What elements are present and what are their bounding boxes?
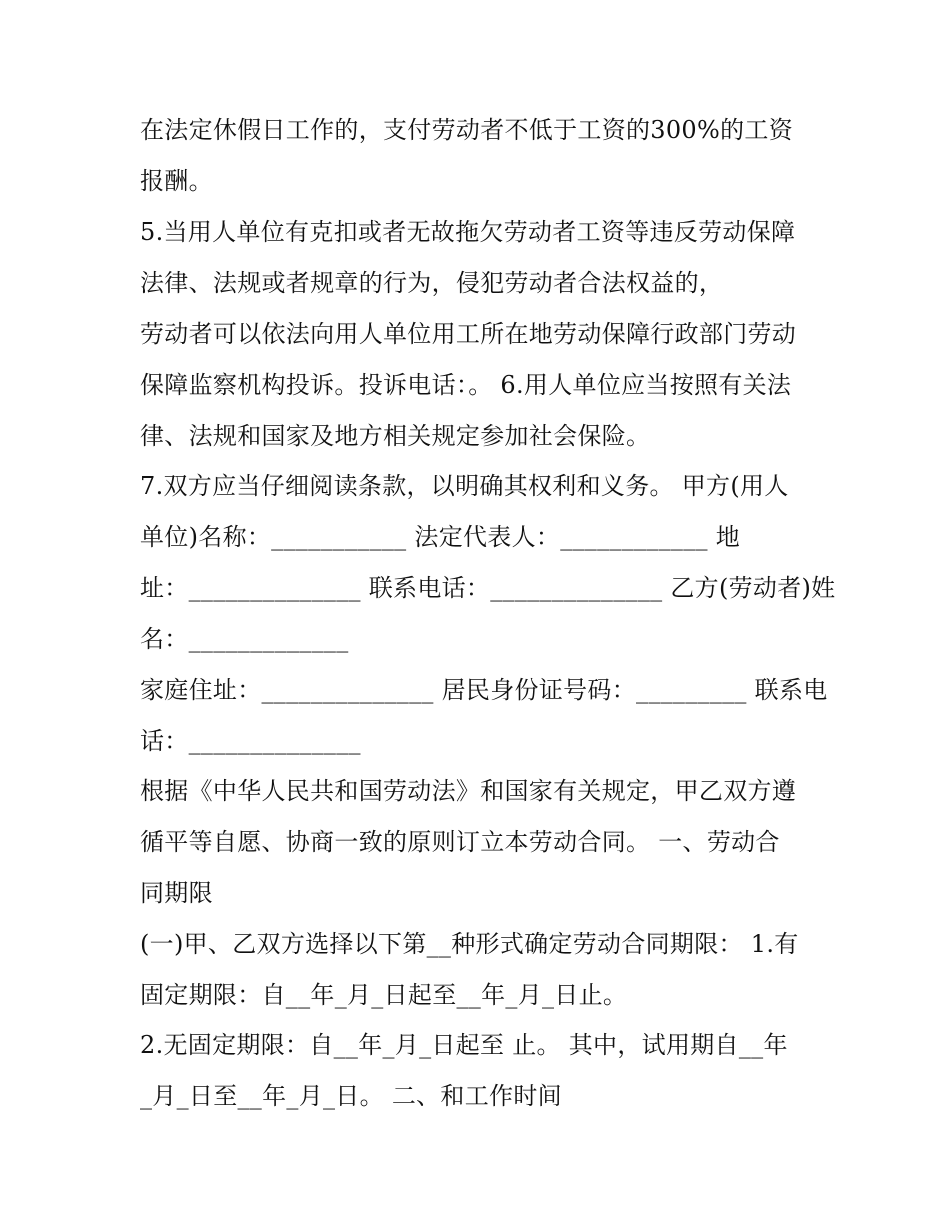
text-line: 家庭住址：______________ 居民身份证号码：_________ 联系电	[140, 676, 828, 704]
text-line: (一)甲、乙双方选择以下第__种形式确定劳动合同期限： 1.有	[140, 930, 799, 958]
text-line: 劳动者可以依法向用人单位用工所在地劳动保障行政部门劳动	[140, 320, 797, 348]
text-line: 报酬。	[140, 167, 213, 195]
text-line: 循平等自愿、协商一致的原则订立本劳动合同。 一、劳动合	[140, 828, 780, 856]
text-line: 根据《中华人民共和国劳动法》和国家有关规定，甲乙双方遵	[140, 777, 797, 805]
text-line: 固定期限：自__年_月_日起至__年_月_日止。	[140, 981, 628, 1009]
text-line: 单位)名称：___________ 法定代表人：____________ 地	[140, 523, 741, 551]
text-line: 5.当用人单位有克扣或者无故拖欠劳动者工资等违反劳动保障	[140, 218, 796, 246]
text-line: 保障监察机构投诉。投诉电话：。 6.用人单位应当按照有关法	[140, 371, 792, 399]
text-line: 话：______________	[140, 727, 361, 755]
text-line: 7.双方应当仔细阅读条款，以明确其权利和义务。 甲方(用人	[140, 472, 789, 500]
text-line: 名：_____________	[140, 625, 349, 653]
text-line: 同期限	[140, 879, 213, 907]
text-line: 法律、法规或者规章的行为，侵犯劳动者合法权益的，	[140, 269, 724, 297]
text-line: 律、法规和国家及地方相关规定参加社会保险。	[140, 422, 651, 450]
text-line: 2.无固定期限：自__年_月_日起至 止。 其中，试用期自__年	[140, 1031, 788, 1059]
text-line: 址：______________ 联系电话：______________ 乙方(劳动者)姓	[140, 574, 836, 602]
text-line: 在法定休假日工作的，支付劳动者不低于工资的300%的工资	[140, 116, 794, 144]
text-line: _月_日至__年_月_日。 二、和工作时间	[140, 1082, 562, 1110]
